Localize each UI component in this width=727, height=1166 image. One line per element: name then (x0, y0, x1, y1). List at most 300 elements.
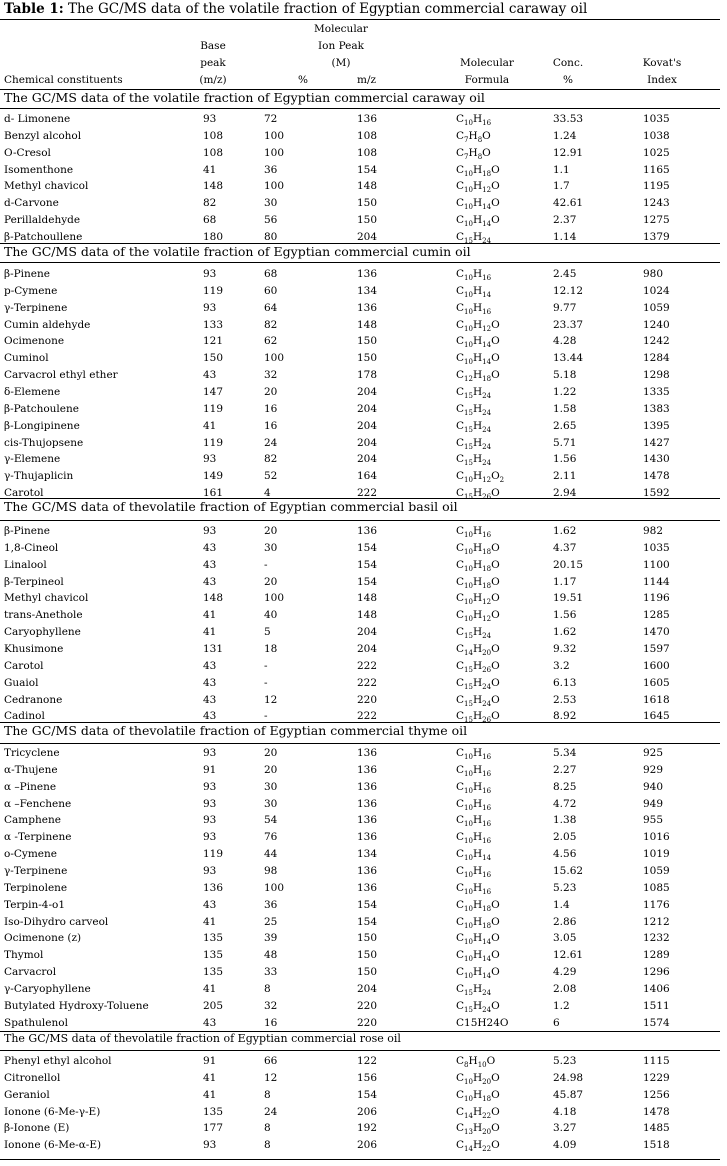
ion-peak-percent: 20 (264, 386, 278, 398)
chemical-name: cis-Thujopsene (4, 436, 84, 449)
ion-peak-percent: - (264, 659, 268, 672)
ion-peak-mz: 136 (357, 831, 378, 844)
ion-peak-mz: 220 (357, 1016, 378, 1029)
molecular-formula (456, 930, 500, 948)
header-mz: m/z (357, 74, 377, 86)
formula-subscript: 10 (464, 803, 473, 812)
concentration: 12.61 (553, 949, 584, 962)
formula-subscript: 10 (464, 203, 473, 212)
formula-subscript: 15 (464, 408, 473, 417)
formula-subscript: 16 (482, 307, 492, 316)
kovats-index: 949 (643, 797, 664, 810)
ion-peak-mz: 154 (357, 1088, 378, 1101)
formula-subscript: 10 (464, 307, 473, 316)
table-row (0, 145, 727, 162)
molecular-formula (456, 317, 500, 335)
formula-subscript: 26 (482, 665, 492, 674)
table-row (0, 863, 727, 880)
ion-peak-mz: 154 (357, 163, 378, 176)
concentration: 3.27 (553, 1122, 577, 1135)
base-peak: 108 (203, 129, 224, 142)
ion-peak-mz: 108 (357, 146, 378, 159)
ion-peak-mz: 148 (357, 318, 378, 331)
header-mf-line2: Formula (464, 74, 510, 86)
chemical-name: O-Cresol (4, 146, 51, 159)
header-kovats-line2: Index (647, 74, 677, 86)
table-row (0, 162, 727, 179)
chemical-name: γ-Terpinene (4, 301, 68, 314)
table-row (0, 607, 727, 624)
molecular-formula (456, 762, 491, 780)
molecular-formula (456, 914, 500, 932)
ion-peak-percent: 40 (264, 609, 278, 622)
table-row (0, 1087, 727, 1104)
concentration: 2.86 (553, 915, 577, 928)
chemical-name: δ-Elemene (4, 386, 61, 398)
formula-subscript: 15 (464, 988, 473, 997)
molecular-formula (456, 675, 500, 693)
header-mf-line1: Molecular (460, 57, 514, 69)
formula-element: C (456, 558, 465, 571)
formula-element: H (472, 402, 483, 415)
formula-element: O (491, 710, 500, 723)
kovats-index: 1427 (643, 436, 670, 449)
formula-subscript: 12 (464, 375, 473, 384)
chemical-name: 1,8-Cineol (4, 541, 59, 554)
concentration: 1.56 (553, 609, 577, 622)
kovats-index: 1600 (643, 659, 670, 672)
chemical-name: Ionone (6-Me-α-E) (4, 1139, 102, 1152)
table-row (0, 829, 727, 846)
formula-element: C15H24O (456, 1016, 509, 1029)
formula-element: O (491, 643, 500, 655)
kovats-index: 1406 (643, 982, 670, 995)
chemical-name: Tricyclene (4, 747, 60, 759)
formula-element: O (491, 659, 500, 672)
table-row (0, 624, 727, 641)
ion-peak-percent: 5 (264, 626, 271, 639)
formula-subscript: 10 (464, 186, 473, 195)
molecular-formula (456, 523, 491, 541)
ion-peak-percent: 32 (264, 369, 278, 382)
base-peak: 41 (203, 626, 217, 639)
header-base-peak-line3: (m/z) (199, 74, 227, 86)
table-row (0, 897, 727, 914)
concentration: 2.11 (553, 470, 577, 483)
formula-subscript: 12 (482, 476, 492, 485)
chemical-name: β-Pinene (4, 268, 50, 280)
formula-element: H (472, 780, 483, 793)
base-peak: 135 (203, 1105, 224, 1118)
concentration: 2.27 (553, 763, 577, 776)
ion-peak-percent: 48 (264, 949, 278, 962)
formula-element: H (468, 1055, 478, 1067)
ion-peak-mz: 204 (357, 419, 378, 432)
formula-element: H (472, 335, 483, 348)
ion-peak-percent: 98 (264, 865, 278, 877)
ion-peak-percent: 20 (264, 525, 278, 537)
formula-subscript: 24 (482, 459, 492, 468)
formula-element: C (456, 898, 465, 911)
base-peak: 93 (203, 301, 217, 314)
formula-subscript: 10 (464, 871, 473, 879)
base-peak: 43 (203, 659, 217, 672)
formula-subscript: 12 (482, 186, 492, 195)
ion-peak-percent: 30 (264, 197, 278, 210)
base-peak: 119 (203, 848, 224, 861)
chemical-name: Geraniol (4, 1088, 50, 1101)
chemical-name: α -Terpinene (4, 831, 72, 844)
formula-element: H (472, 898, 483, 911)
formula-element: C (456, 982, 465, 995)
chemical-name: Guaiol (4, 676, 39, 689)
formula-element: O (491, 932, 500, 945)
table-row (0, 451, 727, 468)
formula-subscript: 13 (464, 1128, 473, 1137)
formula-element: O (491, 318, 500, 331)
formula-subscript: 10 (464, 1077, 473, 1086)
formula-element: H (472, 214, 483, 227)
chemical-name: Cuminol (4, 352, 49, 365)
formula-subscript: 8 (464, 1061, 469, 1069)
molecular-formula (456, 384, 491, 402)
formula-element: O (491, 1139, 500, 1152)
table-row (0, 947, 727, 964)
kovats-index: 1243 (643, 197, 670, 210)
table-row (0, 641, 727, 658)
concentration: 5.34 (553, 747, 577, 759)
formula-element: H (472, 710, 483, 723)
kovats-index: 1242 (643, 335, 670, 348)
table-row (0, 846, 727, 863)
header-mip-line3: (M) (331, 57, 351, 69)
base-peak: 93 (203, 113, 217, 125)
kovats-index: 1085 (643, 881, 670, 894)
ion-peak-percent: 82 (264, 318, 278, 331)
ion-peak-percent: - (264, 710, 268, 723)
formula-element: O (482, 146, 491, 159)
ion-peak-percent: - (264, 558, 268, 571)
table-row (0, 540, 727, 557)
ion-peak-percent: 100 (264, 592, 285, 605)
formula-element: O (491, 1071, 500, 1084)
chemical-name: Carotol (4, 659, 44, 672)
formula-element: C (456, 1088, 465, 1101)
formula-subscript: 16 (482, 820, 492, 829)
header-mip-line1: Molecular (314, 23, 368, 35)
formula-element: H (472, 1139, 483, 1152)
formula-element: H (472, 626, 483, 639)
formula-element: C (456, 676, 465, 689)
header-base-peak-line2: peak (200, 57, 226, 69)
formula-subscript: 14 (482, 938, 492, 947)
ion-peak-mz: 150 (357, 352, 378, 365)
ion-peak-percent: 24 (264, 436, 278, 449)
ion-peak-percent: 68 (264, 268, 278, 280)
kovats-index: 1296 (643, 966, 670, 978)
molecular-formula (456, 401, 491, 419)
kovats-index: 955 (643, 814, 664, 827)
concentration: 2.94 (553, 487, 577, 500)
table-row (0, 1053, 727, 1070)
formula-subscript: 18 (482, 904, 492, 913)
formula-element: H (472, 865, 483, 877)
formula-element: C (456, 129, 465, 142)
concentration: 1.22 (553, 386, 577, 398)
header-percent: % (298, 74, 308, 86)
formula-element: O (491, 214, 500, 227)
ion-peak-mz: 150 (357, 932, 378, 945)
table-row (0, 317, 727, 334)
chemical-name: Ocimenone (4, 335, 65, 348)
ion-peak-percent: 60 (264, 284, 278, 297)
kovats-index: 980 (643, 268, 664, 280)
section-title-rule (0, 108, 720, 109)
formula-element: C (456, 626, 465, 639)
concentration: 33.53 (553, 113, 584, 125)
concentration: 4.37 (553, 541, 577, 554)
chemical-name: γ-Elemene (4, 453, 61, 466)
formula-element: C (456, 525, 465, 537)
table-row (0, 675, 727, 692)
formula-element: C (456, 848, 465, 861)
base-peak: 93 (203, 865, 217, 877)
base-peak: 136 (203, 881, 224, 894)
kovats-index: 1025 (643, 146, 670, 159)
ion-peak-mz: 154 (357, 558, 378, 571)
header-kovats-line1: Kovat's (642, 57, 682, 69)
formula-subscript: 18 (482, 169, 492, 178)
base-peak: 93 (203, 831, 217, 844)
formula-element: H (472, 1088, 483, 1101)
kovats-index: 1485 (643, 1122, 670, 1135)
formula-element: H (472, 932, 483, 945)
formula-subscript: 24 (482, 392, 492, 400)
formula-element: H (472, 747, 483, 759)
section-title-rule (0, 520, 720, 521)
ion-peak-mz: 136 (357, 763, 378, 776)
formula-element: H (472, 318, 483, 331)
ion-peak-mz: 222 (357, 659, 378, 672)
formula-subscript: 15 (464, 682, 473, 691)
chemical-name: o-Cymene (4, 848, 57, 861)
formula-element: C (456, 881, 465, 894)
ion-peak-mz: 222 (357, 487, 378, 500)
formula-subscript: 16 (482, 119, 492, 127)
table-row (0, 178, 727, 195)
formula-element: O (491, 541, 500, 554)
formula-element: C (456, 352, 465, 365)
ion-peak-mz: 136 (357, 881, 378, 894)
section-title: The GC/MS data of thevolatile fraction of Egyptian commercial rose oil (4, 1032, 401, 1045)
formula-subscript: 15 (464, 442, 473, 451)
header-conc (546, 55, 590, 89)
base-peak: 150 (203, 352, 224, 365)
formula-element: H (472, 268, 483, 280)
table-row (0, 468, 727, 485)
base-peak: 119 (203, 284, 224, 297)
formula-subscript: 10 (464, 1094, 473, 1103)
formula-subscript: 10 (464, 274, 473, 282)
kovats-index: 1298 (643, 369, 670, 382)
formula-element: H (472, 1105, 483, 1118)
molecular-formula (456, 1120, 500, 1138)
concentration: 19.51 (553, 592, 584, 605)
table-row (0, 1120, 727, 1137)
formula-element: C (456, 163, 465, 176)
ion-peak-mz: 136 (357, 747, 378, 759)
header-molecular-formula (452, 55, 522, 89)
concentration: 4.09 (553, 1139, 577, 1152)
formula-element: C (456, 419, 465, 432)
formula-element: O (491, 575, 500, 588)
table-row (0, 880, 727, 897)
base-peak: 147 (203, 386, 224, 398)
concentration: 8.92 (553, 710, 577, 723)
concentration: 23.37 (553, 318, 584, 331)
formula-subscript: 24 (482, 632, 492, 641)
concentration: 3.05 (553, 932, 577, 945)
ion-peak-percent: 80 (264, 231, 278, 243)
base-peak: 177 (203, 1122, 224, 1135)
chemical-name: α-Thujene (4, 763, 58, 776)
base-peak: 43 (203, 541, 217, 554)
formula-subscript: 10 (477, 1061, 487, 1069)
molecular-formula (456, 212, 500, 230)
ion-peak-percent: 4 (264, 487, 271, 500)
table-row (0, 333, 727, 350)
base-peak: 41 (203, 419, 217, 432)
molecular-formula (456, 745, 491, 763)
table-row (0, 745, 727, 762)
table-row (0, 998, 727, 1015)
kovats-index: 1383 (643, 402, 670, 415)
table-title (4, 1, 587, 17)
ion-peak-percent: 8 (264, 1139, 271, 1152)
ion-peak-percent: 36 (264, 163, 278, 176)
formula-subscript: 14 (482, 203, 492, 212)
formula-element: H (472, 163, 483, 176)
section-title: The GC/MS data of thevolatile fraction of Egyptian commercial basil oil (4, 499, 458, 514)
molecular-formula (456, 1015, 509, 1032)
concentration: 1.38 (553, 814, 577, 827)
kovats-index: 1289 (643, 949, 670, 962)
ion-peak-mz: 204 (357, 982, 378, 995)
formula-element: C (456, 932, 465, 945)
table-row (0, 111, 727, 128)
formula-subscript: 12 (482, 324, 492, 333)
ion-peak-mz: 148 (357, 609, 378, 622)
formula-element: H (472, 231, 483, 243)
ion-peak-percent: 12 (264, 1071, 278, 1084)
molecular-formula (456, 367, 500, 385)
ion-peak-percent: 16 (264, 1016, 278, 1029)
table-row (0, 692, 727, 709)
ion-peak-percent: 8 (264, 1122, 271, 1135)
kovats-index: 1395 (643, 419, 670, 432)
base-peak: 121 (203, 335, 224, 348)
header-conc-line1: Conc. (552, 57, 584, 69)
table-row (0, 384, 727, 401)
kovats-index: 1470 (643, 626, 670, 639)
formula-subscript: 18 (482, 1094, 492, 1103)
base-peak: 82 (203, 197, 217, 210)
concentration: 4.29 (553, 966, 577, 978)
base-peak: 135 (203, 949, 224, 962)
kovats-index: 1176 (643, 898, 670, 911)
formula-element: C (456, 592, 465, 605)
ion-peak-mz: 192 (357, 1122, 378, 1135)
chemical-name: Linalool (4, 558, 47, 571)
formula-element: C (456, 915, 465, 928)
kovats-index: 1379 (643, 231, 670, 243)
table-row (0, 1070, 727, 1087)
ion-peak-percent: 20 (264, 763, 278, 776)
header-conc-line2: % (563, 74, 573, 86)
ion-peak-percent: 8 (264, 982, 271, 995)
concentration: 2.05 (553, 831, 577, 844)
formula-subscript: 10 (464, 324, 473, 333)
kovats-index: 1518 (643, 1139, 670, 1152)
chemical-name: Terpin-4-o1 (4, 898, 66, 911)
ion-peak-mz: 156 (357, 1071, 378, 1084)
base-peak: 148 (203, 180, 224, 193)
ion-peak-percent: 16 (264, 419, 278, 432)
ion-peak-mz: 204 (357, 453, 378, 466)
formula-subscript: 22 (482, 1111, 492, 1120)
kovats-index: 1016 (643, 831, 670, 844)
ion-peak-mz: 136 (357, 797, 378, 810)
chemical-name: β-Terpineol (4, 575, 64, 588)
kovats-index: 1430 (643, 453, 670, 466)
formula-element: H (472, 284, 483, 297)
formula-element: O (491, 592, 500, 605)
formula-subscript: 12 (482, 598, 492, 607)
chemical-name: Phenyl ethyl alcohol (4, 1055, 112, 1067)
concentration: 1.1 (553, 163, 570, 176)
chemical-name: β-Ionone (E) (4, 1122, 70, 1135)
kovats-index: 1574 (643, 1016, 670, 1029)
formula-element: H (472, 453, 483, 466)
formula-element: H (472, 881, 483, 894)
formula-element: C (456, 710, 465, 723)
kovats-index: 1100 (643, 558, 670, 571)
table-row (0, 1104, 727, 1121)
ion-peak-percent: 54 (264, 814, 278, 827)
base-peak: 93 (203, 268, 217, 280)
table-row (0, 590, 727, 607)
formula-element: C (456, 1071, 465, 1084)
formula-element: O (491, 609, 500, 622)
concentration: 15.62 (553, 865, 584, 877)
formula-subscript: 18 (482, 375, 492, 384)
concentration: 20.15 (553, 558, 584, 571)
formula-element: C (456, 402, 465, 415)
ion-peak-mz: 136 (357, 780, 378, 793)
formula-subscript: 10 (464, 820, 473, 829)
formula-element: C (456, 436, 465, 449)
table-label: Table 1: (4, 1, 64, 17)
formula-subscript: 20 (482, 1077, 492, 1086)
ion-peak-mz: 222 (357, 710, 378, 723)
molecular-formula (456, 846, 491, 864)
chemical-name: β-Pinene (4, 525, 50, 537)
kovats-index: 1511 (643, 999, 670, 1012)
formula-subscript: 16 (482, 887, 492, 896)
molecular-formula (456, 418, 491, 436)
molecular-formula (456, 897, 500, 915)
formula-element: C (456, 763, 465, 776)
